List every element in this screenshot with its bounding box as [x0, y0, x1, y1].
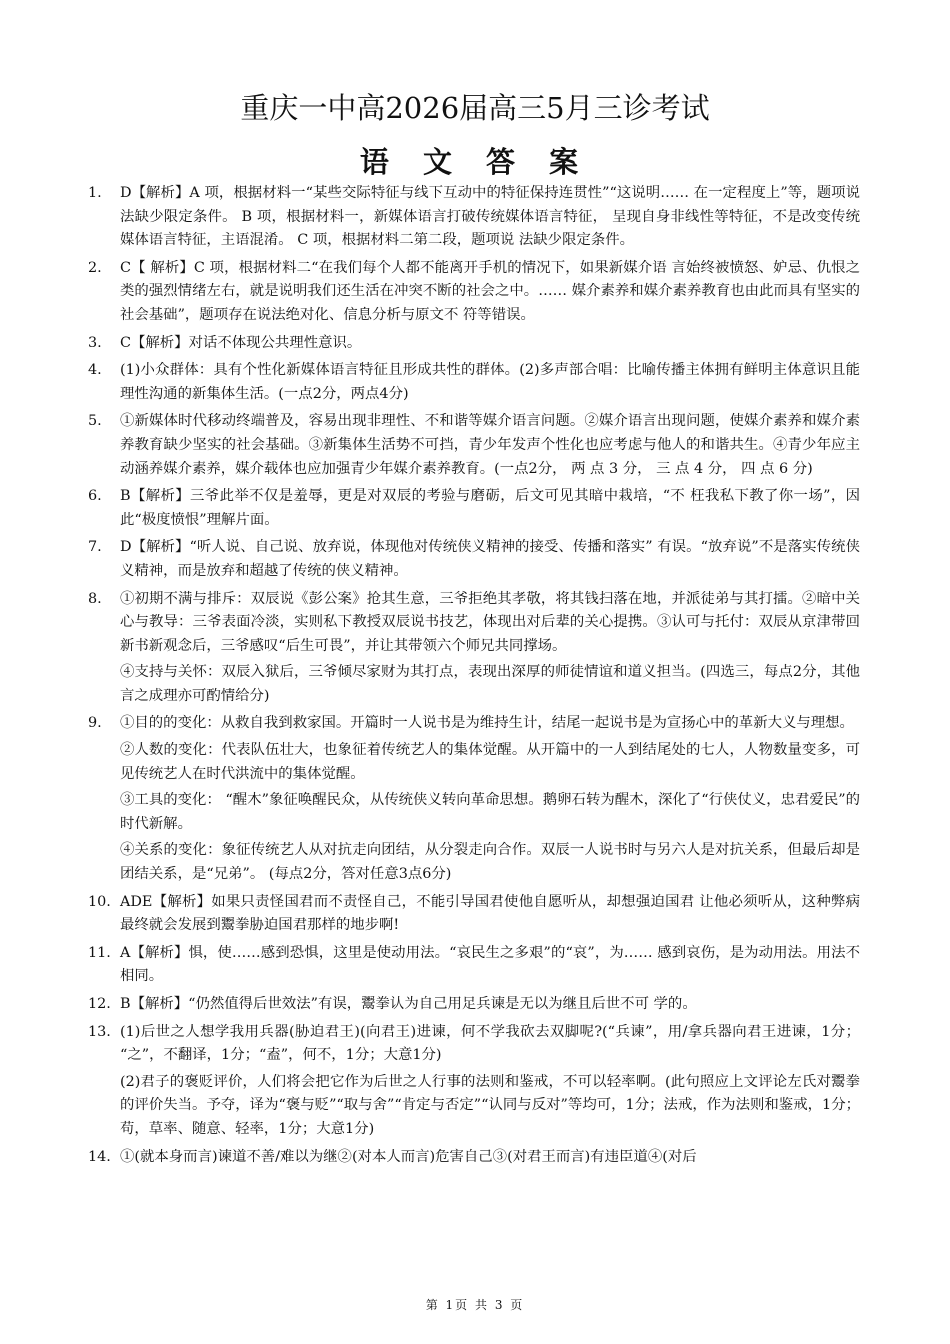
answer-paragraph: ①目的的变化：从救自我到救家国。开篇时一人说书是为维持生计，结尾一起说书是为宣扬心中的革新大义与理想。 [120, 715, 854, 732]
answer-text: B【解析】“仍然值得后世效法”有误，鬻拳认为自己用足兵谏是无以为继且后世不可 学的。 [120, 996, 697, 1012]
answer-number: 13. [88, 1023, 111, 1040]
answer-number: 6. [88, 488, 102, 505]
answer-number: 3. [88, 334, 102, 351]
page-title: 重庆一中高2026届高三5月三诊考试 [240, 91, 710, 125]
answer-list [88, 182, 860, 1171]
answer-number: 12. [88, 996, 111, 1012]
answer-item-2 [88, 257, 860, 328]
answer-text: D【解析】“听人说、自己说、放弃说，体现他对传统侠义精神的接受、传播和落实” 有误。“放弃说”不是落实传统侠义精神，而是放弃和超越了传统的侠义精神。 [120, 539, 860, 579]
answer-item-11 [88, 942, 860, 989]
answer-item-13 [88, 1021, 860, 1142]
answer-item-10 [88, 891, 860, 938]
answer-item-1 [88, 182, 860, 253]
answer-item-3 [88, 332, 860, 356]
answer-number: 4. [88, 362, 102, 379]
answer-paragraph: (2)君子的褒贬评价，人们将会把它作为后世之人行事的法则和鉴戒，不可以轻率啊。(此句照应上文评论左氏对鬻拳的评价失当。予夺，译为“褒与贬”“取与舍”“肯定与否定”“认同与反对”等均可，1分；法戒，作为法则和鉴戒，1分；苟，草率、随意、轻率，1分；大意1分) [120, 1073, 860, 1137]
answer-number: 1. [88, 185, 102, 201]
answer-text: B【解析】三爷此举不仅是羞辱，更是对双辰的考验与磨砺，后文可见其暗中栽培，“不 枉我私下教了你一场”，因此“极度愤恨”理解片面。 [120, 488, 860, 528]
answer-item-8 [88, 588, 860, 709]
answer-paragraph: (1)后世之人想学我用兵器(胁迫君王)(向君王)进谏，何不学我砍去双脚呢?(“兵谏”，用/拿兵器向君王进谏，1分； “之”，不翻译，1分；“盍”，何不，1分；大意1分) [120, 1023, 860, 1064]
answer-paragraph: ③工具的变化： “醒木”象征唤醒民众，从传统侠义转向革命思想。鹅卵石转为醒木，深化了“行侠仗义，忠君爱民”的时代新解。 [120, 792, 860, 832]
answer-text: (1)小众群体：具有个性化新媒体语言特征且形成共性的群体。(2)多声部合唱：比喻传播主体拥有鲜明主体意识且能理性沟通的新集体生活。(一点2分，两点4分) [120, 362, 860, 402]
answer-paragraph: ①初期不满与排斥：双辰说《彭公案》抢其生意，三爷拒绝其孝敬，将其钱扫落在地，并派徒弟与其打擂。②暗中关心与教导：三爷表面冷淡，实则私下教授双辰说书技艺，体现出对后辈的关心提携。③认可与托付：双辰从京津带回新书新观念后，三爷感叹“后生可畏”，并让其带领六个师兄共同撑场。 [120, 590, 860, 654]
answer-number: 11. [88, 944, 111, 961]
answer-item-9 [88, 712, 860, 886]
answer-number: 14. [88, 1148, 111, 1165]
answer-item-7 [88, 536, 860, 583]
answer-text: A【解析】惧，使……感到恐惧，这里是使动用法。“哀民生之多艰”的“哀”，为…… 感到哀伤，是为动用法。用法不相同。 [120, 944, 860, 985]
answer-number: 8. [88, 590, 102, 607]
page-subtitle: 语 文 答 案 [359, 145, 591, 179]
answer-item-14 [88, 1146, 860, 1170]
answer-text: ADE【解析】如果只责怪国君而不责怪自己，不能引导国君使他自愿听从，却想强迫国君 让他必须听从，这种弊病最终就会发展到鬻拳胁迫国君那样的地步啊! [120, 893, 860, 934]
answer-item-12 [88, 993, 860, 1017]
answer-text: C【 解析】C 项，根据材料二“在我们每个人都不能离开手机的情况下，如果新媒介语 言始终被愤怒、妒忌、仇恨之类的强烈情绪左右，就是说明我们还生活在冲突不断的社会之中。…… 媒介素养和媒介素养教育也由此而具有坚实的社会基础”，题项存在说法绝对化、信息分析与原文不 符等错误。 [120, 259, 860, 323]
answer-item-5 [88, 410, 860, 481]
answer-text: ①(就本身而言)谏道不善/难以为继②(对本人而言)危害自己③(对君王而言)有违臣道④(对后 [120, 1148, 697, 1165]
answer-number: 7. [88, 539, 102, 556]
answer-number: 5. [88, 413, 102, 430]
answer-paragraph: ②人数的变化：代表队伍壮大，也象征着传统艺人的集体觉醒。从开篇中的一人到结尾处的七人，人物数量变多，可见传统艺人在时代洪流中的集体觉醒。 [120, 742, 860, 782]
answer-text: D【解析】A 项，根据材料一“某些交际特征与线下互动中的特征保持连贯性”“这说明…… 在一定程度上”等，题项说法缺少限定条件。 B 项，根据材料一，新媒体语言打破传统媒体语言特征， 呈现自身非线性等特征，不是改变传统媒体语言特征，主语混淆。 C 项，根据材料二第二段，题项说 法缺少限定条件。 [120, 185, 860, 249]
answer-number: 9. [88, 715, 102, 732]
answer-text: C【解析】对话不体现公共理性意识。 [120, 334, 362, 351]
answer-text: ①新媒体时代移动终端普及，容易出现非理性、不和谐等媒介语言问题。②媒介语言出现问题，使媒介素养和媒介素养教育缺少坚实的社会基础。③新集体生活势不可挡，青少年发声个性化也应考虑与他人的和谐共生。④青少年应主动涵养媒介素养，媒介载体也应加强青少年媒介素养教育。(一点2分， 两 点 3 分， 三 点 4 分， 四 点 6 分) [120, 413, 860, 477]
answer-paragraph: ④支持与关怀：双辰入狱后，三爷倾尽家财为其打点，表现出深厚的师徒情谊和道义担当。(四选三，每点2分，其他言之成理亦可酌情给分) [120, 664, 860, 704]
page-footer: 第 1页 共 3 页 [425, 1298, 525, 1312]
answer-number: 10. [88, 893, 111, 910]
answer-paragraph: ④关系的变化：象征传统艺人从对抗走向团结，从分裂走向合作。双辰一人说书时与另六人是对抗关系，但最后却是团结关系，是“兄弟”。 (每点2分，答对任意3点6分) [120, 842, 860, 883]
answer-number: 2. [88, 259, 102, 276]
answer-item-4 [88, 359, 860, 406]
answer-item-6 [88, 485, 860, 532]
